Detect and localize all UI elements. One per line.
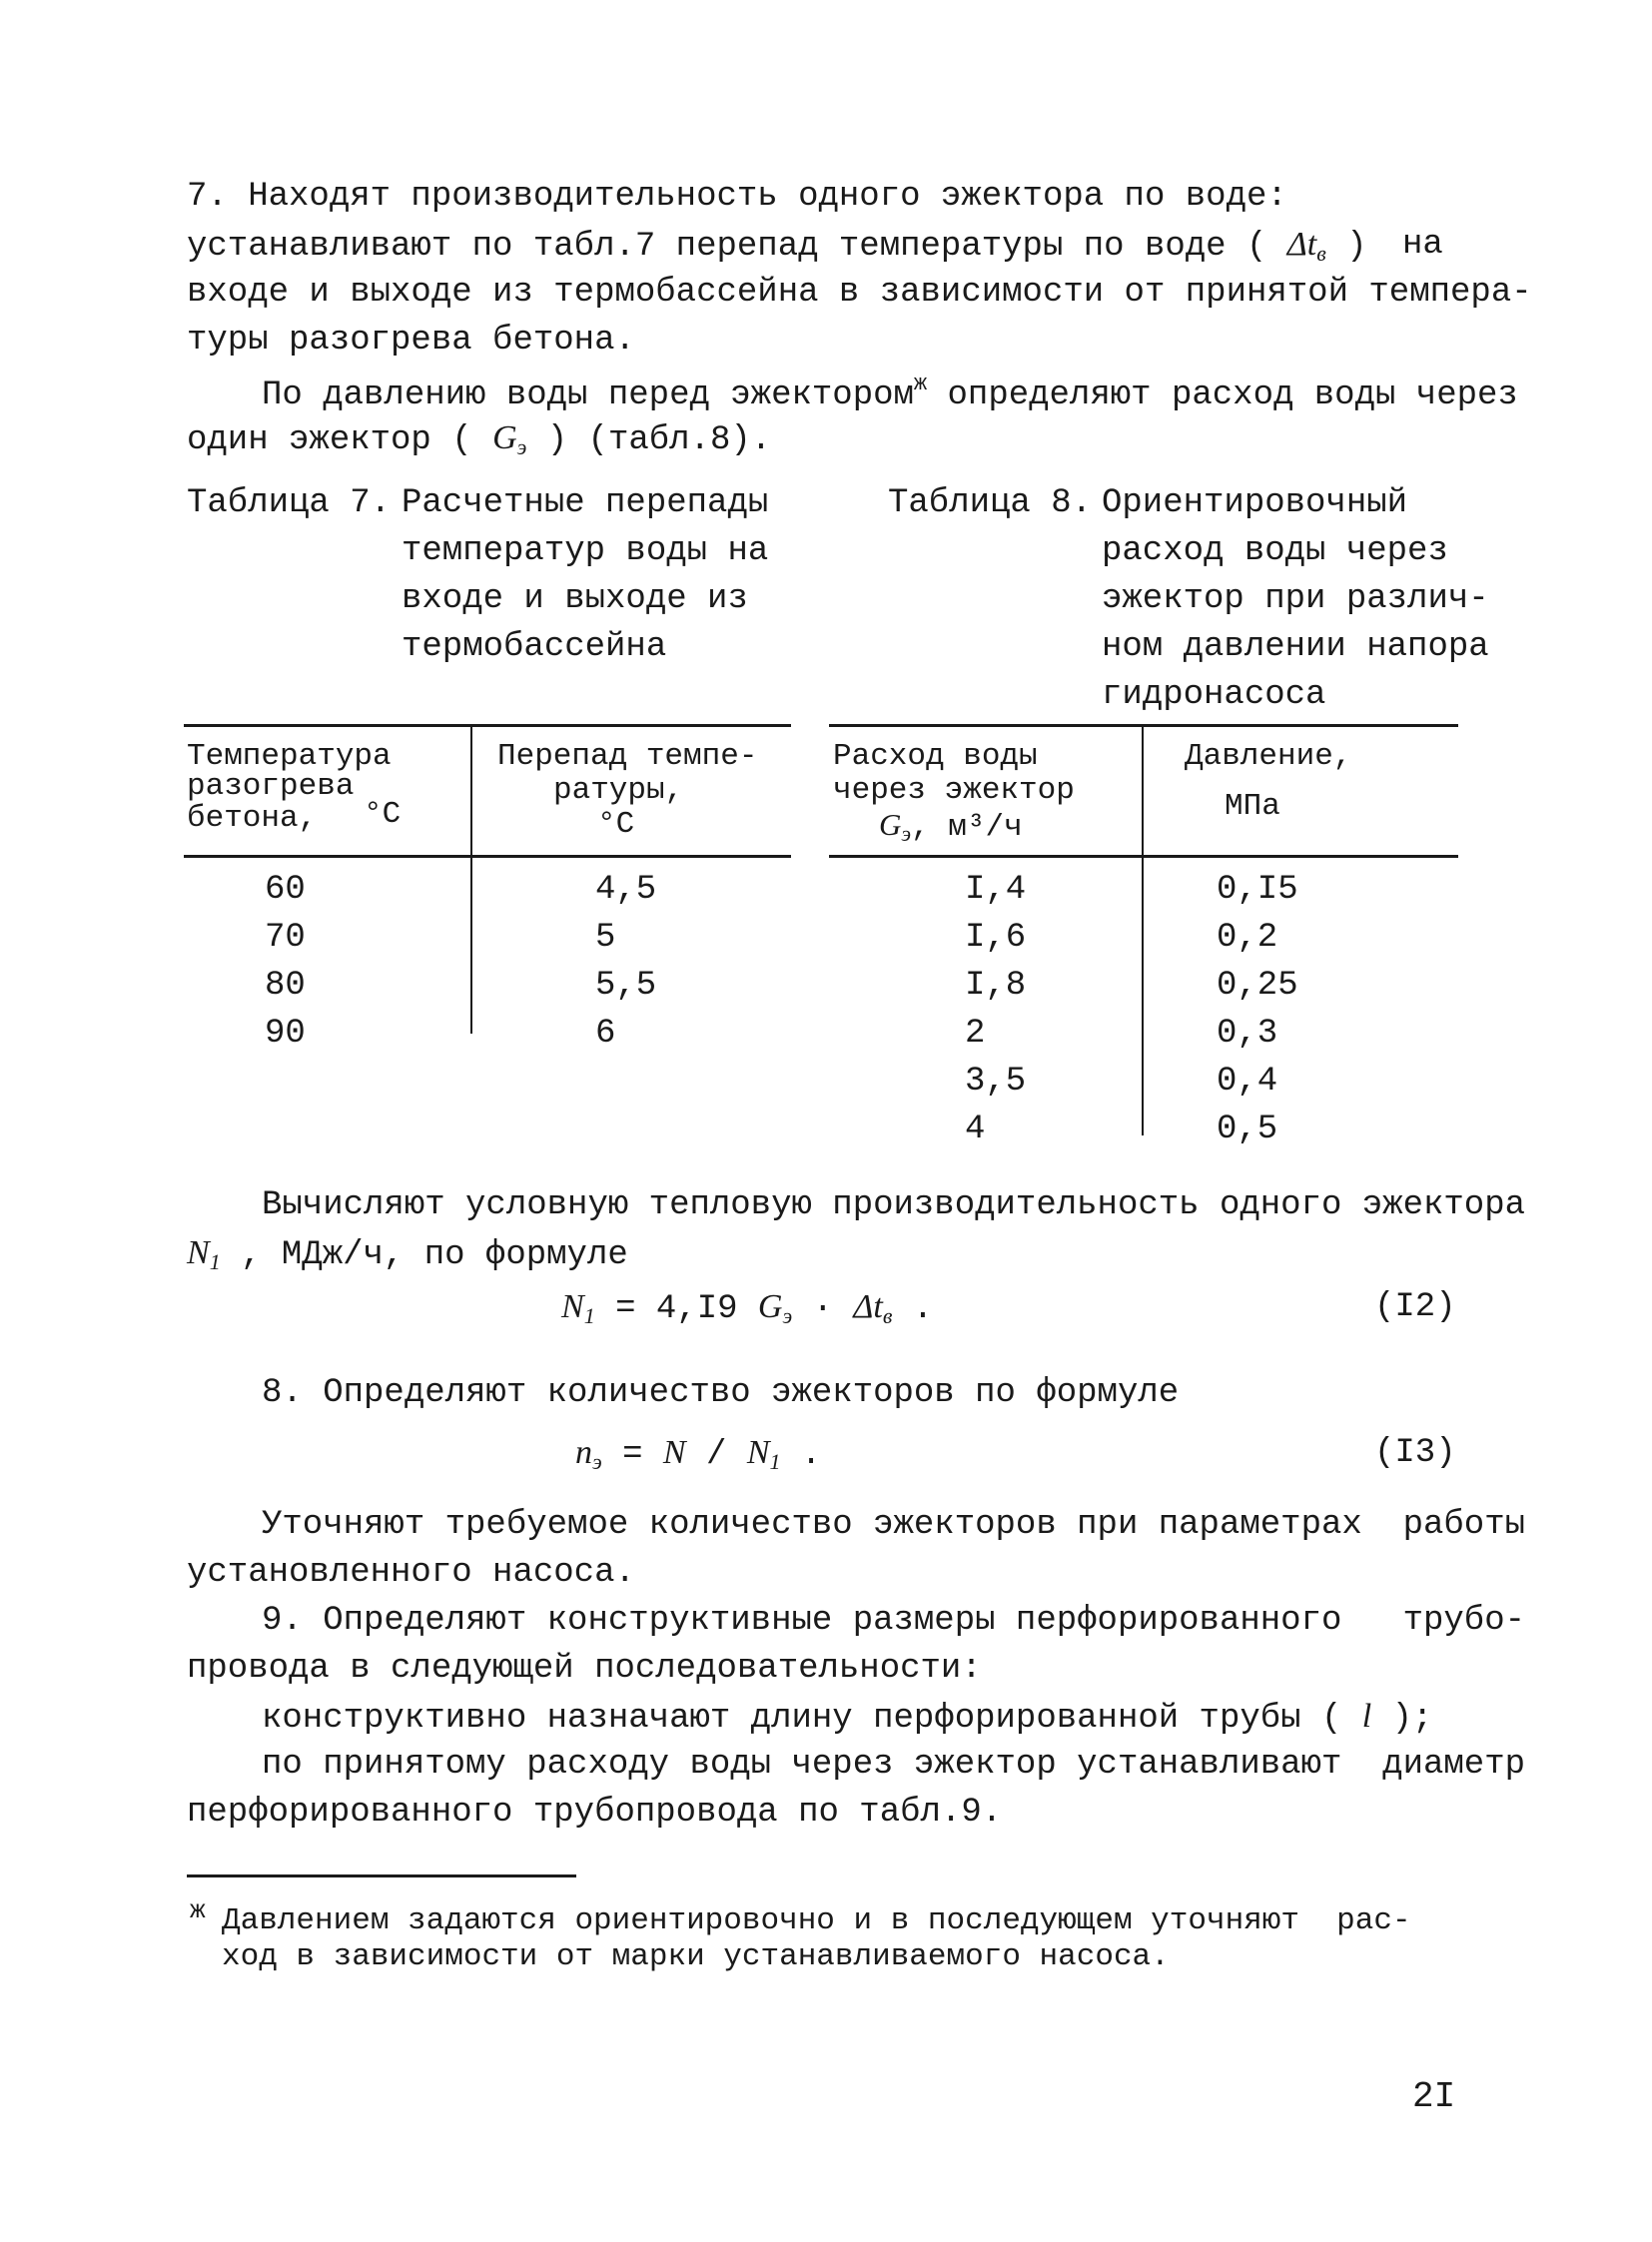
table7-head-col2-line: Перепад темпе-: [497, 739, 758, 774]
table7-cell-temp: 70: [265, 919, 306, 957]
f12-g-symbol: G: [757, 1288, 783, 1325]
table7-header-rule: [184, 855, 791, 858]
f12-dot: ·: [792, 1290, 854, 1328]
table8-head-col2-unit: МПа: [1225, 789, 1280, 824]
table7-head-col1-line: бетона,: [187, 801, 318, 836]
para-pressure-text-b: определяют расход воды через: [927, 376, 1518, 414]
table7-head-col1-line: Температура: [187, 739, 392, 774]
para-pressure-text-d: ) (табл.8).: [546, 421, 772, 459]
f13-eq: =: [601, 1436, 663, 1474]
formula-12-number: (I2): [1374, 1288, 1456, 1326]
table7-cell-delta: 5,5: [595, 967, 657, 1005]
f12-n-subscript: 1: [583, 1303, 595, 1328]
calc-line-2: [187, 1236, 628, 1273]
table8-top-rule: [829, 724, 1458, 727]
table8-cell-flow: 4: [965, 1111, 986, 1148]
table7-head-col2-line: ратуры,: [553, 773, 684, 808]
tail-line-5-text-a: конструктивно назначают длину перфорированной трубы (: [262, 1700, 1342, 1738]
table7-cell-delta: 4,5: [595, 871, 657, 909]
table7-cell-delta: 6: [595, 1015, 616, 1053]
table8-g-symbol: G: [879, 807, 902, 842]
f12-middle: = 4,I9: [594, 1290, 758, 1328]
f13-slash: /: [685, 1436, 747, 1474]
table8-cell-flow: 2: [965, 1015, 986, 1053]
footnote-line-1: Давлением задаются ориентировочно и в последующем уточняют рас-: [222, 1903, 1411, 1938]
table8-cell-pressure: 0,I5: [1217, 871, 1298, 909]
para-8: 8. Определяют количество эжекторов по формуле: [262, 1374, 1180, 1412]
table8-cell-flow: 3,5: [965, 1063, 1027, 1101]
table8-caption-line: расход воды через: [1102, 532, 1448, 570]
footnote-ref-mark: ж: [913, 372, 928, 396]
table7-column-divider: [470, 726, 472, 1034]
f13-n1-subscript: 1: [769, 1449, 781, 1474]
table8-caption-line: гидронасоса: [1102, 676, 1326, 714]
para-7-text-c: на: [1402, 226, 1443, 264]
f12-delta-t: Δt: [853, 1288, 883, 1325]
delta-t-subscript: в: [1316, 241, 1326, 266]
para-7-line-1: 7. Находят производительность одного эжектора по воде:: [187, 178, 1287, 216]
g-e-subscript: э: [516, 434, 527, 459]
tail-line-2: установленного насоса.: [187, 1554, 635, 1592]
n1-symbol: N: [187, 1234, 210, 1271]
footnote-mark: ж: [190, 1895, 206, 1925]
g-e-symbol: G: [492, 419, 517, 456]
table8-cell-pressure: 0,5: [1217, 1111, 1278, 1148]
table8-cell-pressure: 0,25: [1217, 967, 1298, 1005]
table8-head-col1-line: через эжектор: [833, 773, 1075, 808]
table8-caption-line: Ориентировочный: [1102, 484, 1408, 522]
para-pressure-text-c: один эжектор (: [187, 421, 472, 459]
table8-head-col1-line: Расход воды: [833, 739, 1038, 774]
table8-header-rule: [829, 855, 1458, 858]
table7-caption-line: Расчетные перепады: [402, 484, 769, 522]
l-symbol: l: [1361, 1698, 1372, 1735]
table8-column-divider: [1142, 726, 1144, 1135]
table7-caption-line: входе и выходе из: [402, 580, 748, 618]
footnote-rule: [187, 1874, 576, 1877]
formula-13-number: (I3): [1374, 1434, 1456, 1472]
para-pressure-text-a: По давлению воды перед эжектором: [262, 376, 914, 414]
formula-12: [561, 1290, 933, 1327]
calc-line-1: Вычисляют условную тепловую производительность одного эжектора: [262, 1186, 1526, 1224]
formula-13: [575, 1436, 821, 1473]
table8-caption-line: ном давлении напора: [1102, 628, 1489, 666]
footnote-line-2: ход в зависимости от марки устанавливаемого насоса.: [222, 1939, 1170, 1974]
table7-cell-temp: 60: [265, 871, 306, 909]
para-pressure-line-1: [262, 374, 1518, 412]
tail-line-1: Уточняют требуемое количество эжекторов при параметрах работы: [262, 1506, 1526, 1544]
table7-caption-label: Таблица 7.: [187, 484, 392, 522]
f13-end: .: [780, 1436, 822, 1474]
table8-g-subscript: э: [901, 821, 912, 846]
para-7-line-3: входе и выходе из термобассейна в зависимости от принятой темпера-: [187, 274, 1532, 312]
table8-cell-pressure: 0,2: [1217, 919, 1278, 957]
tail-line-3: 9. Определяют конструктивные размеры перфорированного трубо-: [262, 1602, 1526, 1640]
tail-line-5-text-b: );: [1371, 1700, 1433, 1738]
table7-head-col1-unit: °С: [364, 797, 402, 832]
table8-head-col2-line: Давление,: [1185, 739, 1352, 774]
table7-caption-line: температур воды на: [402, 532, 769, 570]
table7-head-col1-line: разогрева: [187, 769, 355, 804]
table8-caption-label: Таблица 8.: [888, 484, 1093, 522]
para-7-text-a: устанавливают по табл.7 перепад температуры по воде (: [187, 228, 1267, 266]
table8-head-col1-symbol-line: [879, 809, 1023, 845]
para-7-line-4: туры разогрева бетона.: [187, 322, 635, 360]
para-pressure-line-2: [187, 421, 771, 458]
table8-cell-flow: I,6: [965, 919, 1027, 957]
table8-cell-flow: I,8: [965, 967, 1027, 1005]
f13-n-subscript: э: [592, 1449, 602, 1474]
table8-head-col1-unit: , м³/ч: [911, 810, 1023, 845]
tail-line-6: по принятому расходу воды через эжектор устанавливают диаметр: [262, 1746, 1526, 1784]
f12-g-subscript: э: [782, 1303, 793, 1328]
table8-cell-flow: I,4: [965, 871, 1027, 909]
page-number: 2I: [1412, 2076, 1456, 2117]
f13-n1-symbol: N: [746, 1434, 770, 1471]
delta-t-symbol: Δt: [1286, 226, 1317, 263]
f12-delta-t-subscript: в: [882, 1303, 893, 1328]
table7-head-col2-unit: °С: [597, 807, 635, 842]
f13-n-total: N: [662, 1434, 686, 1471]
tail-line-4: провода в следующей последовательности:: [187, 1650, 982, 1688]
table8-caption-line: эжектор при различ-: [1102, 580, 1489, 618]
table7-top-rule: [184, 724, 791, 727]
tail-line-7: перфорированного трубопровода по табл.9.: [187, 1794, 1003, 1832]
table7-cell-temp: 90: [265, 1015, 306, 1053]
f12-n-symbol: N: [561, 1288, 584, 1325]
tail-line-5: [262, 1700, 1432, 1736]
n1-subscript: 1: [209, 1249, 221, 1274]
para-7-text-b: ): [1346, 228, 1367, 266]
table7-cell-temp: 80: [265, 967, 306, 1005]
f13-n-symbol: n: [575, 1434, 592, 1471]
f12-end: .: [892, 1290, 934, 1328]
para-7-line-2: [187, 228, 1367, 265]
table8-cell-pressure: 0,4: [1217, 1063, 1278, 1101]
table7-caption-line: термобассейна: [402, 628, 667, 666]
calc-line-2-text: , МДж/ч, по формуле: [220, 1236, 628, 1274]
table7-cell-delta: 5: [595, 919, 616, 957]
table8-cell-pressure: 0,3: [1217, 1015, 1278, 1053]
